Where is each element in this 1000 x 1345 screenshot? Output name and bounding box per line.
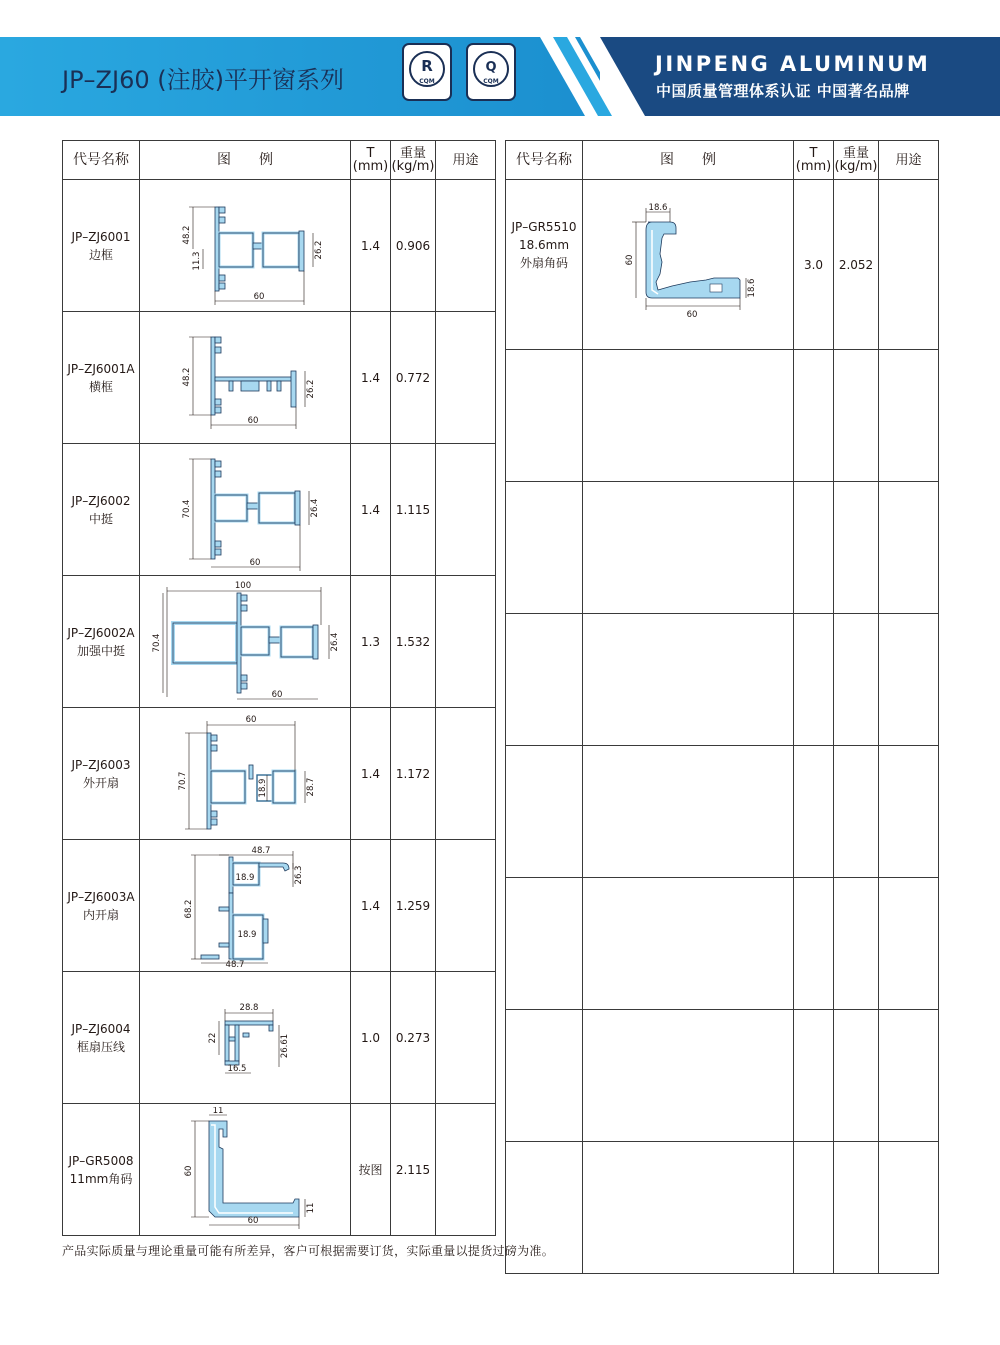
profile-drawing: [143, 975, 348, 1101]
thickness-cell: 1.4: [351, 840, 391, 972]
svg-text:60: 60: [245, 714, 256, 725]
weight-cell: 0.906: [391, 180, 436, 312]
use-cell: [436, 444, 496, 576]
svg-text:18.6: 18.6: [746, 278, 757, 297]
profile-code-cell: JP–ZJ6001 边框: [63, 180, 140, 312]
profile-code-cell: JP–ZJ6004 框扇压线: [63, 972, 140, 1104]
svg-text:48.7: 48.7: [251, 845, 270, 856]
profile-drawing-cell: [140, 444, 351, 576]
table-row: [63, 708, 496, 840]
table-row: [63, 1104, 496, 1236]
col-code-header: 代号名称: [63, 141, 140, 180]
table-row: [506, 1010, 939, 1142]
svg-text:60: 60: [686, 309, 697, 320]
svg-text:22: 22: [207, 1032, 218, 1043]
profile-drawing-cell: [140, 312, 351, 444]
svg-text:70.4: 70.4: [151, 633, 162, 652]
table-row: [506, 1142, 939, 1274]
weight-cell: 2.115: [391, 1104, 436, 1236]
svg-text:11: 11: [212, 1106, 223, 1116]
weight-cell: 1.172: [391, 708, 436, 840]
svg-text:48.2: 48.2: [181, 225, 192, 244]
thickness-cell: 1.4: [351, 708, 391, 840]
col-code-header: 代号名称: [506, 141, 583, 180]
svg-text:70.4: 70.4: [181, 499, 192, 518]
table-row: [506, 614, 939, 746]
thickness-cell: 1.0: [351, 972, 391, 1104]
svg-text:26.4: 26.4: [309, 498, 320, 517]
col-drawing-header: 图 例: [583, 141, 794, 180]
profile-code-cell: JP–GR5510 18.6mm 外扇角码: [506, 180, 583, 350]
col-thickness-header: T (mm): [794, 141, 834, 180]
seal-left-text: CQM: [419, 78, 435, 85]
table-header-row: [63, 141, 496, 180]
svg-text:26.4: 26.4: [329, 632, 340, 651]
page-title: JP–ZJ60 (注胶)平开窗系列: [62, 66, 344, 94]
profile-drawing-cell: [140, 180, 351, 312]
use-cell: [436, 840, 496, 972]
col-weight-header: 重量 (kg/m): [834, 141, 879, 180]
use-cell: [436, 180, 496, 312]
svg-text:11.3: 11.3: [191, 251, 202, 270]
page-header: [0, 0, 1000, 116]
table-row: [63, 444, 496, 576]
profile-code-cell: JP–ZJ6002A 加强中挺: [63, 576, 140, 708]
thickness-cell: 3.0: [794, 180, 834, 350]
cqm-q-seal-icon: [466, 43, 516, 101]
svg-text:60: 60: [253, 291, 264, 302]
profile-drawing: [586, 202, 791, 328]
use-cell: [436, 576, 496, 708]
profile-drawing: [143, 579, 348, 705]
brand-name-english: JINPENG ALUMINUM: [655, 52, 931, 76]
thickness-cell: 1.4: [351, 180, 391, 312]
use-cell: [436, 708, 496, 840]
profile-drawing-cell: [140, 708, 351, 840]
svg-text:28.8: 28.8: [239, 1002, 258, 1013]
svg-text:70.7: 70.7: [177, 771, 188, 790]
profile-code-cell: JP–ZJ6001A 横框: [63, 312, 140, 444]
svg-text:18.9: 18.9: [257, 778, 268, 797]
weight-cell: 0.772: [391, 312, 436, 444]
svg-text:48.7: 48.7: [225, 959, 244, 969]
svg-text:18.9: 18.9: [237, 929, 256, 940]
col-drawing-header: 图 例: [140, 141, 351, 180]
use-cell: [436, 1104, 496, 1236]
svg-text:68.2: 68.2: [183, 899, 194, 918]
col-use-header: 用途: [436, 141, 496, 180]
svg-text:26.3: 26.3: [293, 865, 304, 884]
svg-text:26.2: 26.2: [313, 240, 324, 259]
profile-drawing: [143, 1107, 348, 1233]
profile-code-cell: JP–ZJ6002 中挺: [63, 444, 140, 576]
table-row: [63, 840, 496, 972]
table-row: [63, 972, 496, 1104]
profile-drawing: [143, 711, 348, 837]
use-cell: [879, 180, 939, 350]
svg-text:26.2: 26.2: [305, 379, 316, 398]
profile-drawing-cell: [140, 972, 351, 1104]
svg-text:60: 60: [247, 415, 258, 426]
svg-text:18.9: 18.9: [235, 872, 254, 883]
table-header-row: [506, 141, 939, 180]
weight-cell: 1.259: [391, 840, 436, 972]
svg-text:60: 60: [249, 557, 260, 568]
table-row: [506, 878, 939, 1010]
cqm-r-seal-icon: [402, 43, 452, 101]
weight-cell: 1.115: [391, 444, 436, 576]
profile-drawing: [143, 843, 348, 969]
profile-drawing-cell: [140, 840, 351, 972]
thickness-cell: 按图: [351, 1104, 391, 1236]
seal-left-letter: R: [421, 57, 433, 75]
svg-text:16.5: 16.5: [227, 1063, 246, 1074]
weight-cell: 1.532: [391, 576, 436, 708]
profile-drawing: [143, 315, 348, 441]
svg-text:60: 60: [183, 1165, 194, 1176]
svg-text:60: 60: [624, 254, 635, 265]
profile-code-cell: JP–ZJ6003A 内开扇: [63, 840, 140, 972]
thickness-cell: 1.4: [351, 444, 391, 576]
svg-text:18.6: 18.6: [648, 202, 667, 213]
svg-text:100: 100: [234, 580, 251, 591]
profile-code-cell: JP–ZJ6003 外开扇: [63, 708, 140, 840]
table-row: [63, 312, 496, 444]
thickness-cell: 1.3: [351, 576, 391, 708]
profile-code-cell: JP–GR5008 11mm角码: [63, 1104, 140, 1236]
profile-drawing: [143, 183, 348, 309]
profile-drawing: [143, 447, 348, 573]
svg-text:28.7: 28.7: [305, 777, 316, 796]
table-row: [63, 576, 496, 708]
weight-cell: 0.273: [391, 972, 436, 1104]
profile-table-left: [62, 140, 496, 1236]
profile-table-right: [505, 140, 939, 1274]
use-cell: [436, 972, 496, 1104]
profile-drawing-cell: [140, 1104, 351, 1236]
seal-right-letter: Q: [485, 60, 497, 75]
svg-text:60: 60: [247, 1215, 258, 1226]
table-row: [506, 746, 939, 878]
table-row: [506, 350, 939, 482]
profile-drawing-cell: [583, 180, 794, 350]
col-weight-header: 重量 (kg/m): [391, 141, 436, 180]
table-row: [63, 180, 496, 312]
svg-text:11: 11: [305, 1202, 316, 1213]
weight-cell: 2.052: [834, 180, 879, 350]
footer-note: 产品实际质量与理论重量可能有所差异，客户可根据需要订货，实际重量以提货过磅为准。: [62, 1244, 555, 1258]
table-row: [506, 482, 939, 614]
thickness-cell: 1.4: [351, 312, 391, 444]
svg-text:60: 60: [271, 689, 282, 700]
brand-slogan-chinese: 中国质量管理体系认证 中国著名品牌: [656, 82, 910, 100]
svg-text:48.2: 48.2: [181, 367, 192, 386]
profile-drawing-cell: [140, 576, 351, 708]
table-row: [506, 180, 939, 350]
svg-text:26.61: 26.61: [279, 1033, 290, 1058]
seal-right-text: CQM: [483, 78, 499, 85]
col-thickness-header: T (mm): [351, 141, 391, 180]
use-cell: [436, 312, 496, 444]
col-use-header: 用途: [879, 141, 939, 180]
